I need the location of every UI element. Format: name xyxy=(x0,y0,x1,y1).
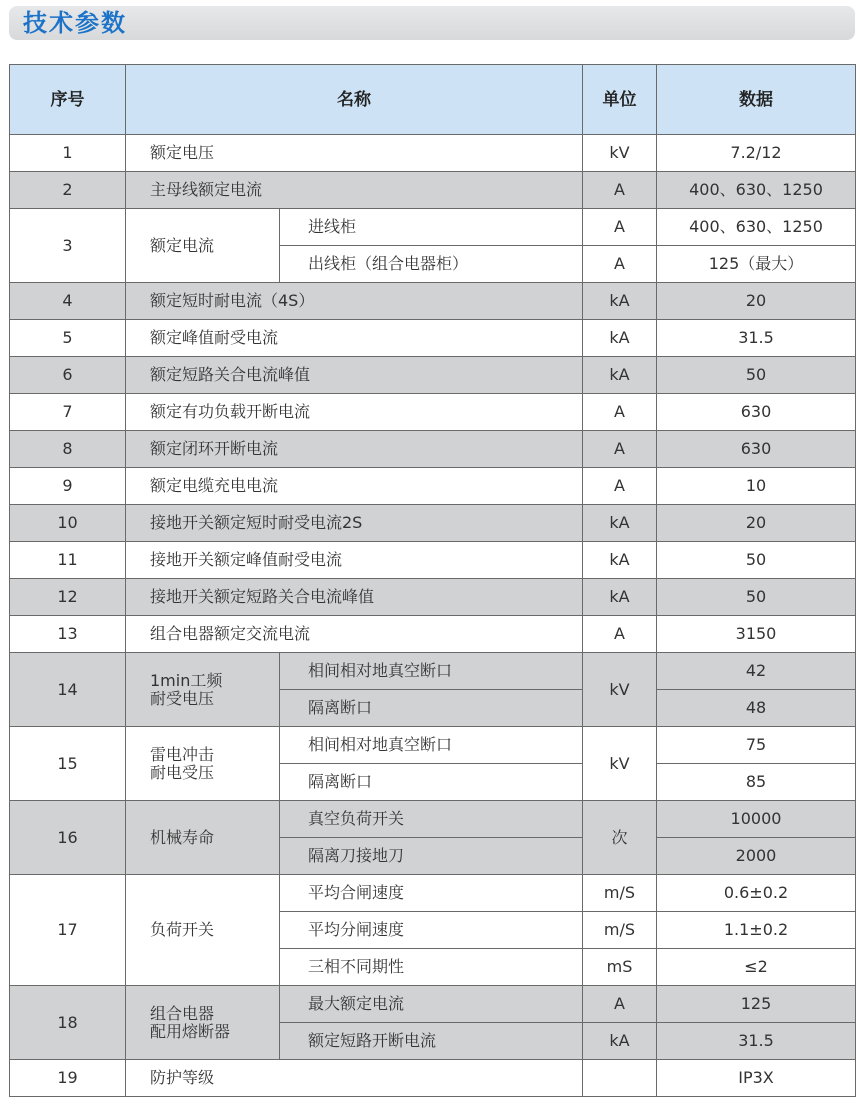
row-unit: A xyxy=(583,616,657,653)
row-unit: kA xyxy=(583,357,657,394)
row-unit: A xyxy=(583,986,657,1023)
section-title: 技术参数 xyxy=(23,9,127,37)
row-value: 10000 xyxy=(657,801,856,838)
row-name xyxy=(126,986,280,1060)
row-unit: kA xyxy=(583,505,657,542)
row-no: 14 xyxy=(10,653,126,727)
row-name: 额定电压 xyxy=(126,135,583,172)
row-subname: 平均分闸速度 xyxy=(280,912,583,949)
header-name: 名称 xyxy=(126,65,583,135)
tech-params-table xyxy=(9,64,856,1097)
row-value: 400、630、1250 xyxy=(657,172,856,209)
row-name-line: 耐受电压 xyxy=(150,688,215,708)
row-value: 20 xyxy=(657,505,856,542)
row-no: 19 xyxy=(10,1060,126,1097)
row-value: 2000 xyxy=(657,838,856,875)
table-row xyxy=(10,172,856,209)
row-no: 16 xyxy=(10,801,126,875)
row-name: 主母线额定电流 xyxy=(126,172,583,209)
row-value: IP3X xyxy=(657,1060,856,1097)
table-row xyxy=(10,801,856,838)
row-value: 0.6±0.2 xyxy=(657,875,856,912)
row-unit: A xyxy=(583,431,657,468)
row-name: 额定短时耐电流（4S） xyxy=(126,283,583,320)
row-unit: A xyxy=(583,209,657,246)
row-subname: 进线柜 xyxy=(280,209,583,246)
row-no: 12 xyxy=(10,579,126,616)
row-name xyxy=(126,727,280,801)
row-name: 额定电缆充电电流 xyxy=(126,468,583,505)
table-row xyxy=(10,320,856,357)
row-name-line: 组合电器 xyxy=(150,1003,215,1023)
row-name: 接地开关额定短路关合电流峰值 xyxy=(126,579,583,616)
row-unit: A xyxy=(583,246,657,283)
row-unit: m/S xyxy=(583,912,657,949)
row-subname: 相间相对地真空断口 xyxy=(280,653,583,690)
row-name: 接地开关额定峰值耐受电流 xyxy=(126,542,583,579)
row-unit: A xyxy=(583,468,657,505)
row-value: 42 xyxy=(657,653,856,690)
row-value: 10 xyxy=(657,468,856,505)
table-row xyxy=(10,1060,856,1097)
row-value: 630 xyxy=(657,394,856,431)
header-unit: 单位 xyxy=(583,65,657,135)
row-name-line: 雷电冲击 xyxy=(150,744,215,764)
row-name: 防护等级 xyxy=(126,1060,583,1097)
table-row xyxy=(10,542,856,579)
row-unit: kA xyxy=(583,579,657,616)
row-unit: m/S xyxy=(583,875,657,912)
table-row xyxy=(10,727,856,764)
row-no: 13 xyxy=(10,616,126,653)
row-name: 接地开关额定短时耐受电流2S xyxy=(126,505,583,542)
table-row xyxy=(10,505,856,542)
row-subname: 相间相对地真空断口 xyxy=(280,727,583,764)
table-row xyxy=(10,579,856,616)
section-header-bar xyxy=(9,6,855,40)
row-name: 额定峰值耐受电流 xyxy=(126,320,583,357)
row-name-line: 1min工频 xyxy=(150,670,223,690)
row-subname: 额定短路开断电流 xyxy=(280,1023,583,1060)
row-name: 组合电器额定交流电流 xyxy=(126,616,583,653)
row-no: 17 xyxy=(10,875,126,986)
table-row xyxy=(10,986,856,1023)
row-subname: 隔离断口 xyxy=(280,690,583,727)
row-no: 3 xyxy=(10,209,126,283)
row-value: 31.5 xyxy=(657,320,856,357)
row-value: 75 xyxy=(657,727,856,764)
table-row xyxy=(10,431,856,468)
table-row xyxy=(10,653,856,690)
row-no: 2 xyxy=(10,172,126,209)
row-value: 20 xyxy=(657,283,856,320)
row-subname: 三相不同期性 xyxy=(280,949,583,986)
table-row xyxy=(10,209,856,246)
header-no: 序号 xyxy=(10,65,126,135)
row-subname: 隔离断口 xyxy=(280,764,583,801)
row-value: 50 xyxy=(657,542,856,579)
row-value: 630 xyxy=(657,431,856,468)
row-value: 85 xyxy=(657,764,856,801)
row-value: 1.1±0.2 xyxy=(657,912,856,949)
table-row xyxy=(10,875,856,912)
row-no: 8 xyxy=(10,431,126,468)
row-no: 5 xyxy=(10,320,126,357)
row-name-line: 配用熔断器 xyxy=(150,1021,231,1041)
table-header-row xyxy=(10,65,856,135)
row-value: 7.2/12 xyxy=(657,135,856,172)
row-no: 10 xyxy=(10,505,126,542)
row-no: 15 xyxy=(10,727,126,801)
row-unit xyxy=(583,1060,657,1097)
row-name: 额定闭环开断电流 xyxy=(126,431,583,468)
row-value: 125（最大） xyxy=(657,246,856,283)
row-subname: 真空负荷开关 xyxy=(280,801,583,838)
row-value: 400、630、1250 xyxy=(657,209,856,246)
row-unit: kA xyxy=(583,320,657,357)
row-unit: kV xyxy=(583,135,657,172)
row-value: 31.5 xyxy=(657,1023,856,1060)
row-subname: 最大额定电流 xyxy=(280,986,583,1023)
row-unit: 次 xyxy=(583,801,657,875)
row-no: 18 xyxy=(10,986,126,1060)
row-unit: kV xyxy=(583,653,657,727)
row-value: ≤2 xyxy=(657,949,856,986)
row-unit: mS xyxy=(583,949,657,986)
row-unit: A xyxy=(583,172,657,209)
row-name: 额定有功负载开断电流 xyxy=(126,394,583,431)
table-row xyxy=(10,357,856,394)
row-value: 48 xyxy=(657,690,856,727)
table-row xyxy=(10,135,856,172)
table-row xyxy=(10,283,856,320)
row-name: 机械寿命 xyxy=(126,801,280,875)
row-no: 7 xyxy=(10,394,126,431)
row-value: 50 xyxy=(657,357,856,394)
table-row xyxy=(10,394,856,431)
row-subname: 平均合闸速度 xyxy=(280,875,583,912)
row-no: 6 xyxy=(10,357,126,394)
row-unit: A xyxy=(583,394,657,431)
row-subname: 出线柜（组合电器柜） xyxy=(280,246,583,283)
header-value: 数据 xyxy=(657,65,856,135)
row-name: 额定短路关合电流峰值 xyxy=(126,357,583,394)
row-name-line: 耐电受压 xyxy=(150,762,215,782)
row-name: 负荷开关 xyxy=(126,875,280,986)
row-value: 50 xyxy=(657,579,856,616)
table-row xyxy=(10,468,856,505)
row-name: 额定电流 xyxy=(126,209,280,283)
row-no: 1 xyxy=(10,135,126,172)
table-row xyxy=(10,616,856,653)
row-subname: 隔离刀接地刀 xyxy=(280,838,583,875)
row-value: 3150 xyxy=(657,616,856,653)
row-unit: kA xyxy=(583,542,657,579)
row-unit: kV xyxy=(583,727,657,801)
row-name xyxy=(126,653,280,727)
row-no: 4 xyxy=(10,283,126,320)
row-unit: kA xyxy=(583,1023,657,1060)
row-unit: kA xyxy=(583,283,657,320)
row-value: 125 xyxy=(657,986,856,1023)
row-no: 9 xyxy=(10,468,126,505)
row-no: 11 xyxy=(10,542,126,579)
